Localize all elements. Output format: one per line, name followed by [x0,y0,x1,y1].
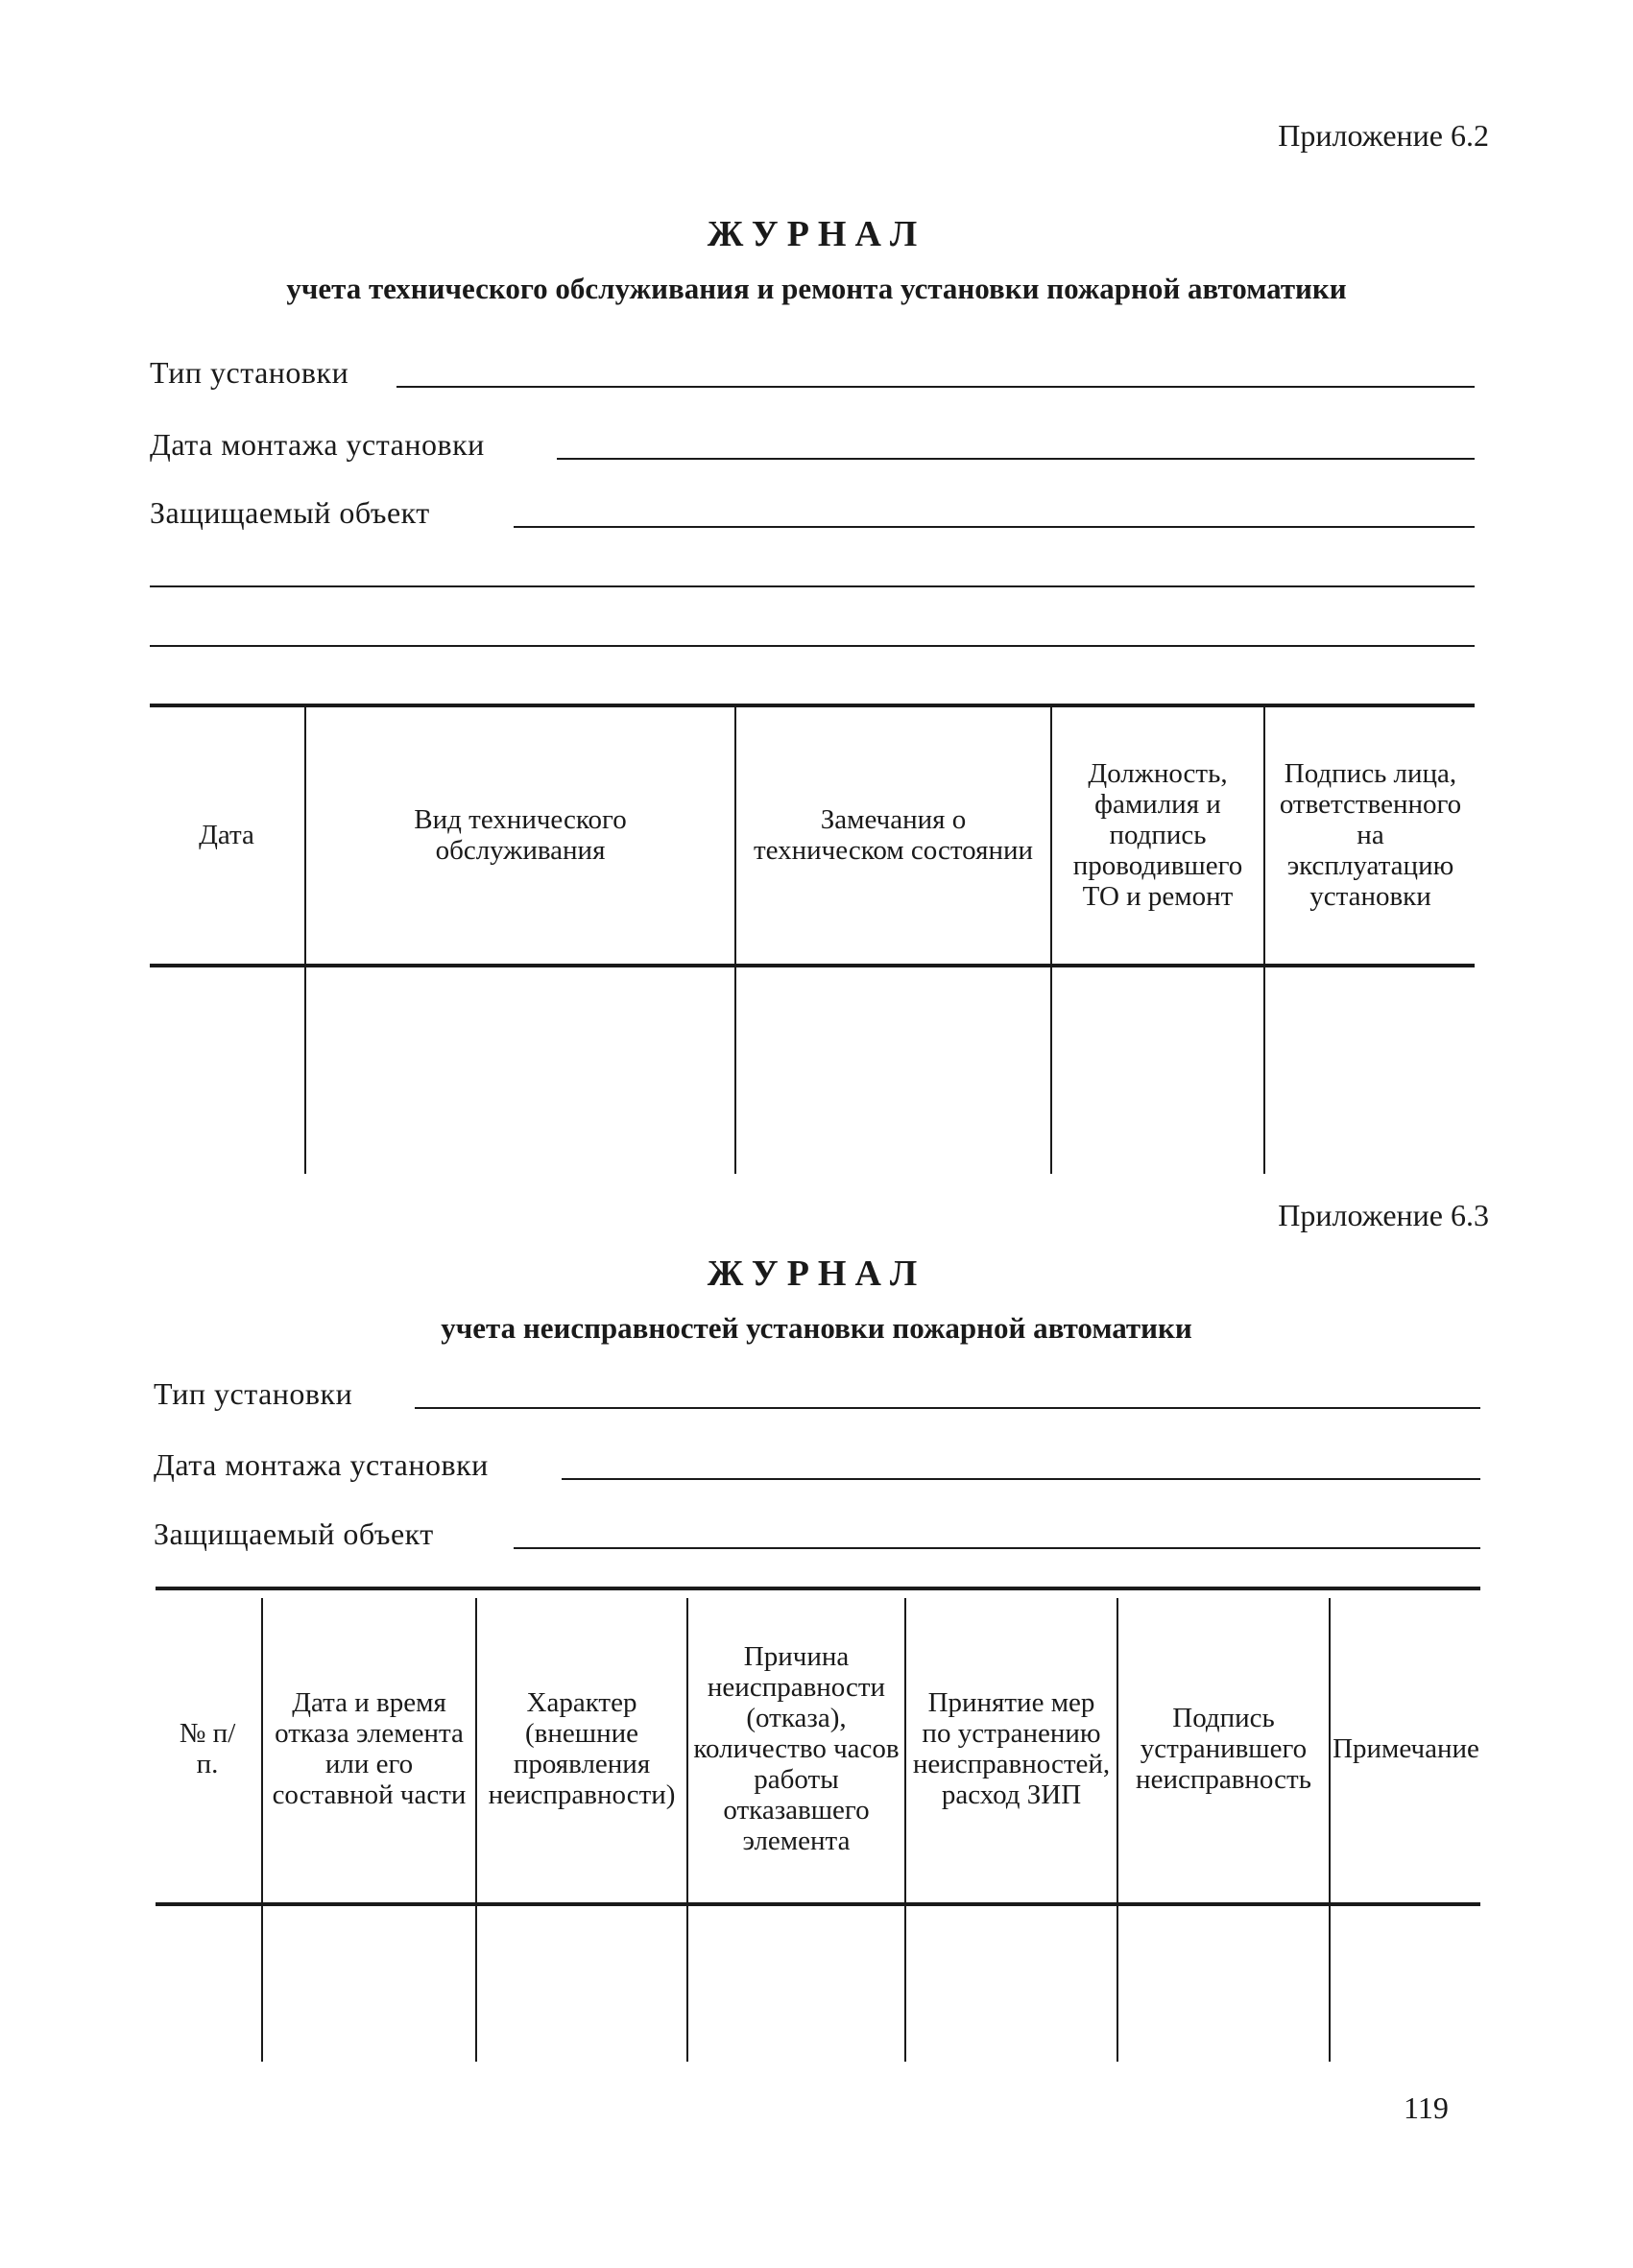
table-header-border [150,964,1475,967]
field-line-extra-1 [150,585,1475,587]
field-line-object [514,1547,1480,1549]
field-line-install-date [562,1478,1480,1480]
table-header-border [156,1902,1480,1906]
column-header-measures: Принятие мер по устранению неисправностей, расход ЗИП [912,1687,1111,1810]
field-label-type: Тип установки [150,355,349,390]
field-line-extra-2 [150,645,1475,647]
field-label-install-date: Дата монтажа установки [154,1447,489,1482]
column-header-service-type: Вид технического обслуживания [414,804,627,866]
column-header-responsible-signature: Подпись лица, ответственного на эксплуатацию установки [1279,758,1462,912]
journal-subtitle-6-2: учета технического обслуживания и ремонта установки пожарной автоматики [286,272,1347,305]
column-divider [1329,1598,1331,2062]
column-divider [475,1598,477,2062]
column-divider [734,707,736,1174]
appendix-label-6-2: Приложение 6.2 [1278,118,1489,153]
journal-title-6-2: ЖУРНАЛ [707,214,926,254]
field-label-object: Защищаемый объект [154,1516,434,1551]
column-header-fixer-signature: Подпись устранившего неисправность [1136,1703,1311,1795]
column-header-note: Примечание [1333,1733,1479,1765]
field-label-type: Тип установки [154,1376,353,1411]
table-top-border [156,1587,1480,1590]
column-divider [1263,707,1265,1174]
journal-subtitle-6-3: учета неисправностей установки пожарной автоматики [441,1311,1192,1345]
table-top-border [150,704,1475,707]
faults-table [156,1587,1480,2062]
column-header-remarks: Замечания о техническом состоянии [753,804,1034,866]
field-line-install-date [557,458,1475,460]
journal-title-6-3: ЖУРНАЛ [707,1253,926,1294]
field-line-type [415,1407,1480,1409]
field-label-object: Защищаемый объект [150,495,430,530]
column-header-date: Дата [199,820,254,851]
column-divider [686,1598,688,2062]
column-header-failure-date: Дата и время отказа элемента или его составной части [272,1687,467,1810]
column-divider [1117,1598,1118,2062]
column-divider [1050,707,1052,1174]
column-header-number: № п/п. [179,1718,236,1779]
appendix-label-6-3: Приложение 6.3 [1278,1198,1489,1232]
column-header-fault-cause: Причина неисправности (отказа), количество часов работы отказавшего элемента [693,1641,900,1856]
column-divider [304,707,306,1174]
page-number: 119 [1404,2090,1449,2125]
column-header-fault-nature: Характер (внешние проявления неисправности) [488,1687,676,1810]
column-divider [261,1598,263,2062]
column-header-performer: Должность, фамилия и подпись проводившего ТО и ремонт [1072,758,1243,912]
field-line-type [396,386,1475,388]
column-divider [904,1598,906,2062]
maintenance-table [150,704,1475,1174]
field-label-install-date: Дата монтажа установки [150,427,485,462]
field-line-object [514,526,1475,528]
